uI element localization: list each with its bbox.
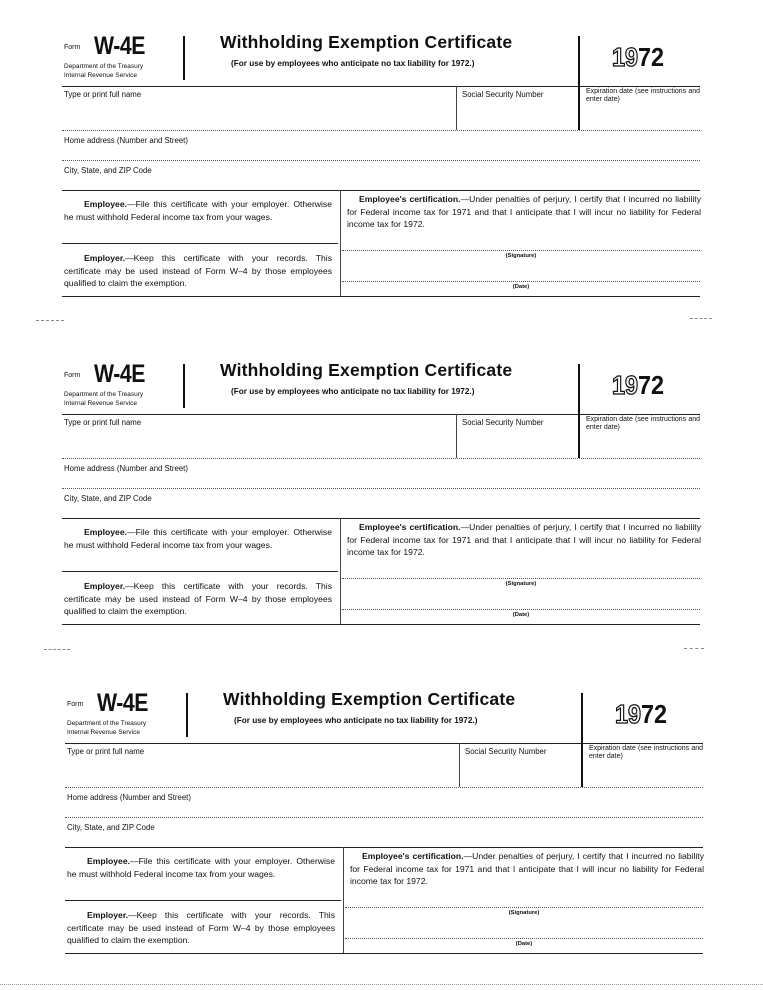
employer-instruction — [64, 580, 332, 618]
name-field-label: Type or print full name — [64, 418, 142, 427]
top-rule — [62, 86, 700, 87]
certification-divider — [340, 190, 341, 296]
employee-instruction — [64, 526, 332, 551]
date-line[interactable] — [345, 938, 703, 939]
date-label: (Date) — [512, 284, 530, 290]
form-year — [612, 42, 664, 73]
header-divider-left — [183, 364, 185, 408]
form-title: Withholding Exemption Certificate — [220, 360, 513, 380]
employee-text: —File this certificate with your employer. Otherwise he must withhold Federal income tax from your wages. — [67, 856, 335, 879]
department-line-2: Internal Revenue Service — [67, 729, 140, 736]
certification-heading: Employee's certification. — [359, 522, 461, 532]
year-prefix: 19 — [612, 42, 639, 72]
header-divider-left — [183, 36, 185, 80]
ssn-divider — [456, 86, 457, 130]
form-title: Withholding Exemption Certificate — [223, 689, 516, 709]
form-title: Withholding Exemption Certificate — [220, 32, 513, 52]
year-suffix: 72 — [638, 42, 665, 72]
form-year — [612, 370, 664, 401]
employee-instruction — [64, 198, 332, 223]
form-word: Form — [64, 44, 81, 51]
header-divider-right — [578, 36, 580, 130]
employer-text: —Keep this certificate with your records. This certificate may be used instead of Form W–4 by those employees qualified to claim the exemption. — [67, 910, 335, 946]
department-block — [64, 390, 143, 408]
employer-heading: Employer. — [84, 581, 126, 591]
certification-heading: Employee's certification. — [362, 851, 464, 861]
employer-text: —Keep this certificate with your records. This certificate may be used instead of Form W–4 by those employees qualified to claim the exemption. — [64, 581, 332, 617]
certification-text: —Under penalties of perjury, I certify that I incurred no liability for Federal income tax for 1971 and that I anticipate that I will incur no liability for Federal income tax for 1972. — [347, 194, 701, 230]
department-line-1: Department of the Treasury — [67, 720, 147, 727]
year-suffix: 72 — [638, 370, 665, 400]
name-field-line[interactable] — [62, 130, 700, 131]
form-subtitle: (For use by employees who anticipate no tax liability for 1972.) — [231, 387, 475, 396]
ssn-field-label: Social Security Number — [465, 747, 547, 756]
form-copy-1 — [0, 0, 763, 300]
ssn-divider — [456, 414, 457, 458]
header-divider-left — [186, 693, 188, 737]
year-prefix: 19 — [612, 370, 639, 400]
employee-text: —File this certificate with your employer. Otherwise he must withhold Federal income tax from your wages. — [64, 527, 332, 550]
employee-heading: Employee. — [84, 527, 127, 537]
ssn-field-label: Social Security Number — [462, 90, 544, 99]
employer-heading: Employer. — [87, 910, 129, 920]
employer-heading: Employer. — [84, 253, 126, 263]
date-label: (Date) — [515, 941, 533, 947]
date-line[interactable] — [342, 609, 700, 610]
cut-mark — [44, 649, 70, 650]
name-field-label: Type or print full name — [67, 747, 145, 756]
address-field-label: Home address (Number and Street) — [67, 793, 191, 802]
ssn-field-label: Social Security Number — [462, 418, 544, 427]
expiration-field-label: Expiration date (see instructions and enter date) — [589, 745, 703, 760]
form-word: Form — [67, 701, 84, 708]
date-line[interactable] — [342, 281, 700, 282]
bottom-rule — [65, 953, 703, 954]
department-block — [64, 62, 143, 80]
middle-rule — [62, 518, 700, 519]
address-field-label: Home address (Number and Street) — [64, 464, 188, 473]
instruction-divider — [62, 243, 338, 244]
signature-line[interactable] — [345, 907, 703, 908]
signature-label: (Signature) — [508, 910, 540, 916]
signature-label: (Signature) — [505, 253, 537, 259]
form-copy-2 — [0, 328, 763, 628]
city-field-label: City, State, and ZIP Code — [64, 494, 152, 503]
cut-mark — [684, 648, 704, 649]
department-line-1: Department of the Treasury — [64, 63, 144, 70]
page-bottom-edge — [0, 984, 763, 985]
form-subtitle: (For use by employees who anticipate no tax liability for 1972.) — [231, 59, 475, 68]
form-word: Form — [64, 372, 81, 379]
employee-heading: Employee. — [87, 856, 130, 866]
employee-heading: Employee. — [84, 199, 127, 209]
ssn-divider — [459, 743, 460, 787]
employer-instruction — [67, 909, 335, 947]
employee-instruction — [67, 855, 335, 880]
department-line-2: Internal Revenue Service — [64, 72, 137, 79]
date-label: (Date) — [512, 612, 530, 618]
form-number: W-4E — [94, 360, 145, 388]
form-copy-3 — [0, 657, 763, 957]
certification-heading: Employee's certification. — [359, 194, 461, 204]
employee-certification — [347, 193, 701, 231]
expiration-field-label: Expiration date (see instructions and enter date) — [586, 88, 700, 103]
form-subtitle: (For use by employees who anticipate no tax liability for 1972.) — [234, 716, 478, 725]
address-field-line[interactable] — [65, 817, 703, 818]
employee-text: —File this certificate with your employer. Otherwise he must withhold Federal income tax from your wages. — [64, 199, 332, 222]
address-field-line[interactable] — [62, 488, 700, 489]
name-field-line[interactable] — [65, 787, 703, 788]
address-field-label: Home address (Number and Street) — [64, 136, 188, 145]
form-number: W-4E — [97, 689, 148, 717]
middle-rule — [62, 190, 700, 191]
employer-text: —Keep this certificate with your records. This certificate may be used instead of Form W–4 by those employees qualified to claim the exemption. — [64, 253, 332, 289]
top-rule — [62, 414, 700, 415]
year-prefix: 19 — [615, 699, 642, 729]
expiration-field-label: Expiration date (see instructions and enter date) — [586, 416, 700, 431]
certification-divider — [340, 518, 341, 624]
year-suffix: 72 — [641, 699, 668, 729]
employer-instruction — [64, 252, 332, 290]
signature-line[interactable] — [342, 250, 700, 251]
address-field-line[interactable] — [62, 160, 700, 161]
certification-divider — [343, 847, 344, 953]
form-year — [615, 699, 667, 730]
header-divider-right — [578, 364, 580, 458]
cut-mark — [690, 318, 712, 319]
employee-certification — [350, 850, 704, 888]
cut-mark — [36, 320, 64, 321]
certification-text: —Under penalties of perjury, I certify that I incurred no liability for Federal income tax for 1971 and that I anticipate that I will incur no liability for Federal income tax for 1972. — [347, 522, 701, 558]
department-block — [67, 719, 146, 737]
department-line-1: Department of the Treasury — [64, 391, 144, 398]
city-field-label: City, State, and ZIP Code — [64, 166, 152, 175]
signature-label: (Signature) — [505, 581, 537, 587]
bottom-rule — [62, 624, 700, 625]
employee-certification — [347, 521, 701, 559]
middle-rule — [65, 847, 703, 848]
bottom-rule — [62, 296, 700, 297]
city-field-label: City, State, and ZIP Code — [67, 823, 155, 832]
name-field-label: Type or print full name — [64, 90, 142, 99]
certification-text: —Under penalties of perjury, I certify that I incurred no liability for Federal income tax for 1971 and that I anticipate that I will incur no liability for Federal income tax for 1972. — [350, 851, 704, 887]
header-divider-right — [581, 693, 583, 787]
name-field-line[interactable] — [62, 458, 700, 459]
instruction-divider — [65, 900, 341, 901]
top-rule — [65, 743, 703, 744]
department-line-2: Internal Revenue Service — [64, 400, 137, 407]
form-number: W-4E — [94, 32, 145, 60]
signature-line[interactable] — [342, 578, 700, 579]
instruction-divider — [62, 571, 338, 572]
